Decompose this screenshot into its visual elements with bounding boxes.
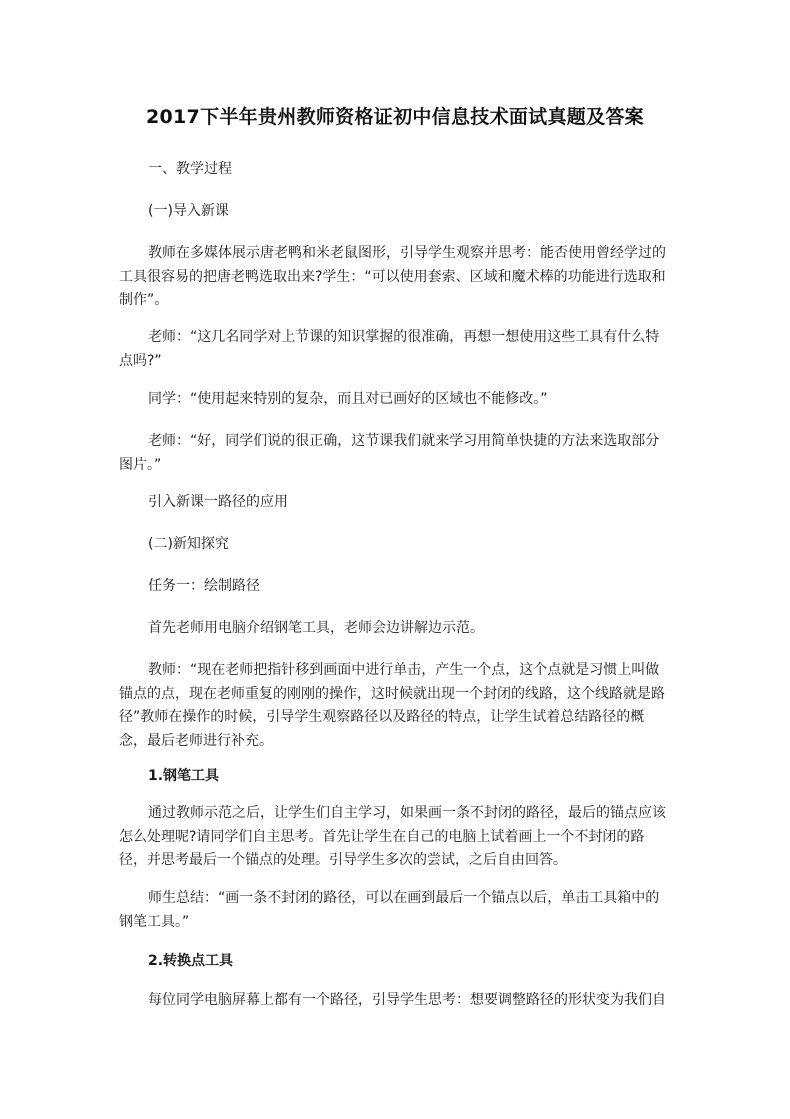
paragraph-pen-tool-intro: 首先老师用电脑介绍钢笔工具，老师会边讲解边示范。: [148, 620, 484, 636]
paragraph-new-lesson-intro: 引入新课一路径的应用: [148, 494, 288, 510]
heading-pen-tool: 1.钢笔工具: [148, 768, 220, 784]
subsection-heading-new-knowledge: (二)新知探究: [148, 536, 229, 552]
paragraph-teacher-response: 老师：“好，同学们说的很正确，这节课我们就来学习用简单快捷的方法来选取部分图片。”: [119, 433, 660, 473]
document-title: 2017下半年贵州教师资格证初中信息技术面试真题及答案: [146, 106, 644, 128]
task-one-heading: 任务一：绘制路径: [148, 578, 260, 594]
paragraph-self-study: 通过教师示范之后，让学生们自主学习，如果画一条不封闭的路径，最后的锚点应该怎么处理呢?请同学们自主思考。首先让学生在自己的电脑上试着画上一个不封闭的路径，并思考最后一个锚点的处理。引导学生多次的尝试，之后自由回答。: [119, 805, 666, 868]
paragraph-student-answer: 同学：“使用起来特别的复杂，而且对已画好的区域也不能修改。”: [148, 391, 548, 407]
subsection-heading-introduction: (一)导入新课: [148, 203, 229, 219]
section-heading-teaching-process: 一、教学过程: [148, 161, 232, 177]
paragraph-path-adjust: 每位同学电脑屏幕上都有一个路径，引导学生思考：想要调整路径的形状变为我们自: [148, 992, 666, 1008]
paragraph-teacher-demo: 教师：“现在老师把指针移到画面中进行单击，产生一个点，这个点就是习惯上叫做锚点的点，现在老师重复的刚刚的操作，这时候就出现一个封闭的线路，这个线路就是路径”教师在操作的时候，引导学生观察路径以及路径的特点，让学生试着总结路径的概念，最后老师进行补充。: [119, 662, 665, 749]
paragraph-teacher-question: 老师：“这几名同学对上节课的知识掌握的很准确，再想一想使用这些工具有什么特点吗?”: [119, 329, 660, 369]
paragraph-intro-display: 教师在多媒体展示唐老鸭和米老鼠图形，引导学生观察并思考：能否使用曾经学过的工具很容易的把唐老鸭选取出来?学生：“可以使用套索、区域和魔术棒的功能进行选取和制作”。: [119, 245, 666, 308]
paragraph-summary: 师生总结：“画一条不封闭的路径，可以在画到最后一个锚点以后，单击工具箱中的钢笔工具。”: [119, 890, 660, 930]
heading-convert-point-tool: 2.转换点工具: [148, 953, 234, 969]
